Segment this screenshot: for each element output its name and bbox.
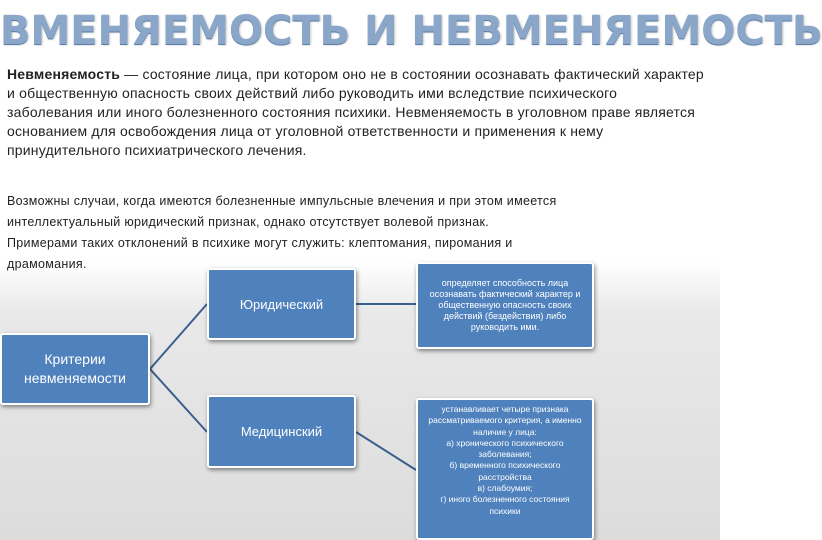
legal-criterion-label: Юридический bbox=[239, 296, 324, 312]
criteria-box bbox=[0, 333, 150, 405]
medical-description-line: в) слабоумия; bbox=[477, 483, 533, 494]
connector-medical-desc bbox=[356, 432, 416, 470]
definition-text: — состояние лица, при котором оно не в состоянии осознавать фактический характер и общественную опасность своих действий либо руководить ими вследствие психического заболевания или иного болезненного состояния психики. Невменяемость в уголовном праве является основанием для освобождения лица от уголовной ответственности и применения к нему принудительного психиатрического лечения. bbox=[7, 66, 704, 158]
medical-description-line: г) иного болезненного состояния психики bbox=[440, 494, 570, 516]
medical-description-line: устанавливает четыре признака рассматриваемого критерия, а именно наличие у лица: bbox=[428, 404, 582, 437]
legal-criterion-box bbox=[207, 268, 356, 340]
medical-description-line: б) временного психического расстройства bbox=[449, 460, 561, 482]
slide-title: ВМЕНЯЕМОСТЬ И НЕВМЕНЯЕМОСТЬ bbox=[0, 8, 822, 54]
medical-description-line: а) хронического психического заболевания; bbox=[446, 437, 564, 460]
criteria-label: Критерии невменяемости bbox=[24, 351, 126, 386]
definition-term: Невменяемость bbox=[7, 66, 121, 82]
legal-description-text: определяет способность лица осознавать фактический характер и общественную опасность своих действий (бездействия) либо руководить ими. bbox=[429, 278, 581, 332]
medical-description-box bbox=[416, 398, 594, 540]
note-paragraph: Возможны случаи, когда имеются болезненные импульсные влечения и при этом имеется интеллектуальный юридический признак, однако отсутствует волевой признак. Примерами таких отклонений в психике могут служить: клептомания, пиромания и драмомания. bbox=[7, 194, 557, 271]
legal-description-box bbox=[416, 262, 594, 349]
connector-root-medical bbox=[150, 369, 207, 432]
medical-criterion-box bbox=[207, 395, 356, 468]
medical-criterion-label: Медицинский bbox=[240, 424, 323, 439]
medical-description-list bbox=[424, 404, 586, 517]
connector-root-legal bbox=[150, 304, 207, 369]
